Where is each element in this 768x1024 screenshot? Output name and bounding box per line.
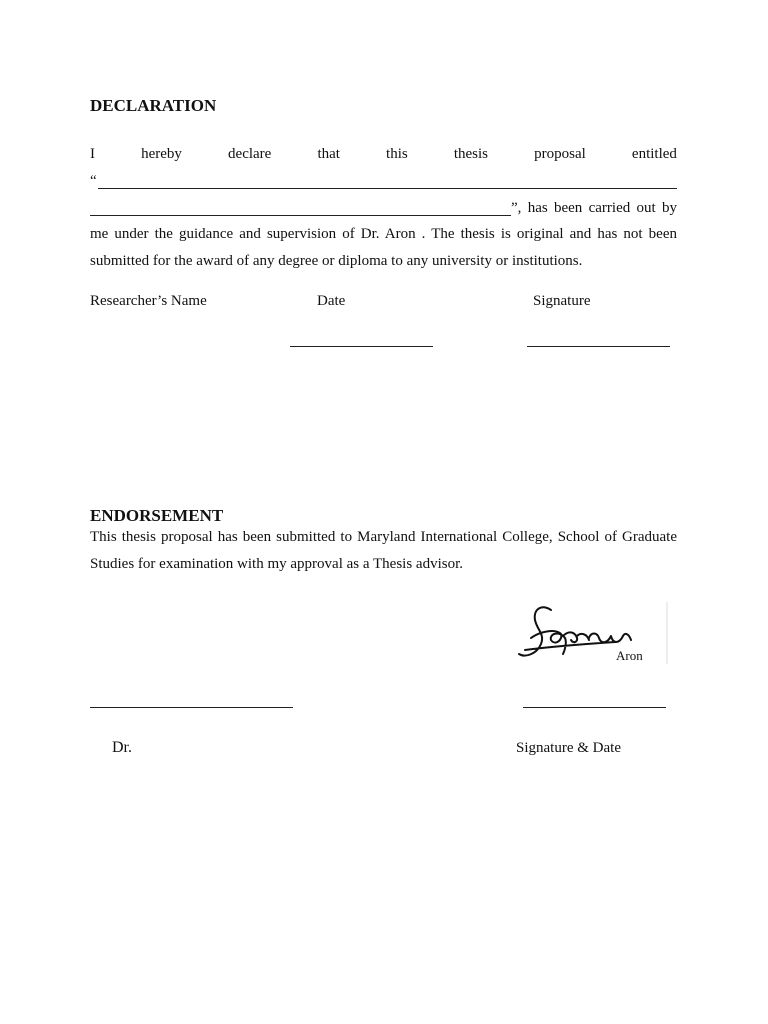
handwritten-signature [515,600,670,670]
date-line [290,346,433,347]
declaration-line3-suffix: ”, has been carried out by [511,200,677,216]
word: entitled [631,146,677,162]
signature-line [527,346,670,347]
title-blank-line-2 [90,215,511,216]
word: this [386,146,408,162]
declaration-title: DECLARATION [90,96,217,115]
word: hereby [141,146,182,162]
open-quote: “ [90,173,97,189]
advisor-name-line [90,707,293,708]
advisor-label: Dr. [112,739,132,756]
date-label: Date [317,293,346,309]
declaration-line5: submitted for the award of any degree or diploma to any university or institutions. [90,253,583,269]
word: proposal [534,146,586,162]
signature-date-line [523,707,666,708]
word: I [90,146,95,162]
declaration-first-line [90,146,677,163]
word: that [317,146,340,162]
endorsement-title: ENDORSEMENT [90,506,224,525]
signature-label: Signature [533,293,591,309]
researcher-name-label: Researcher’s Name [90,293,207,309]
word: thesis [453,146,489,162]
endorsement-line1: This thesis proposal has been submitted to Maryland International College, School of Graduate [90,529,677,545]
word: declare [228,146,272,162]
signature-date-label: Signature & Date [516,740,621,756]
declaration-line4: me under the guidance and supervision of Dr. Aron . The thesis is original and has not been [90,226,677,242]
endorsement-line2: Studies for examination with my approval as a Thesis advisor. [90,556,463,572]
title-blank-line-1 [98,188,677,189]
signature-printed-name: Aron [616,648,643,663]
